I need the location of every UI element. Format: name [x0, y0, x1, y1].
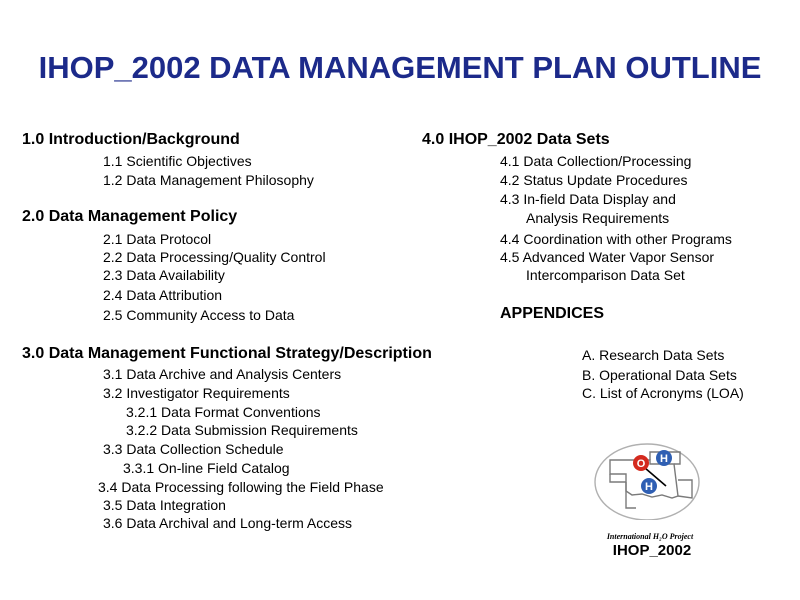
outline-item: 4.3 In-field Data Display and	[500, 191, 676, 207]
outline-item: 1.2 Data Management Philosophy	[103, 172, 314, 188]
section-heading-3: 3.0 Data Management Functional Strategy/Description	[22, 345, 432, 362]
outline-item: 4.4 Coordination with other Programs	[500, 231, 732, 247]
appendix-item: C. List of Acronyms (LOA)	[582, 385, 744, 401]
logo-name: IHOP_2002	[612, 542, 692, 559]
appendices-heading: APPENDICES	[500, 305, 605, 322]
outline-item: 4.2 Status Update Procedures	[500, 172, 688, 188]
outline-item: 3.2 Investigator Requirements	[103, 385, 290, 401]
outline-item: 4.5 Advanced Water Vapor Sensor	[500, 249, 715, 265]
section-heading-2: 2.0 Data Management Policy	[22, 208, 238, 225]
outline-subitem: 3.2.2 Data Submission Requirements	[126, 422, 358, 438]
outline-subitem: 3.3.1 On-line Field Catalog	[123, 460, 290, 476]
atom-letter-h: H	[660, 453, 668, 465]
section-heading-4: 4.0 IHOP_2002 Data Sets	[422, 131, 610, 148]
outline-subitem: 3.2.1 Data Format Conventions	[126, 404, 321, 420]
atom-letter-h: H	[645, 481, 653, 493]
outline-item: 2.3 Data Availability	[103, 267, 225, 283]
outline-item: 3.3 Data Collection Schedule	[103, 441, 284, 457]
outline-item-continuation: Intercomparison Data Set	[526, 267, 685, 283]
section-heading-1: 1.0 Introduction/Background	[22, 131, 240, 148]
ihop-logo	[592, 438, 702, 520]
outline-item: 4.1 Data Collection/Processing	[500, 153, 692, 169]
logo-caption: International H₂O Project	[606, 532, 694, 541]
outline-item: 3.6 Data Archival and Long-term Access	[103, 515, 353, 531]
outline-item: 2.4 Data Attribution	[103, 287, 223, 303]
outline-item: 2.1 Data Protocol	[103, 231, 212, 247]
appendix-item: B. Operational Data Sets	[582, 367, 737, 383]
outline-item: 1.1 Scientific Objectives	[103, 153, 252, 169]
outline-item: 3.4 Data Processing following the Field Phase	[98, 479, 384, 495]
outline-item-continuation: Analysis Requirements	[526, 210, 670, 226]
appendix-item: A. Research Data Sets	[582, 347, 725, 363]
outline-item: 3.5 Data Integration	[103, 497, 226, 513]
outline-item: 2.2 Data Processing/Quality Control	[103, 249, 326, 265]
page-title: IHOP_2002 DATA MANAGEMENT PLAN OUTLINE	[38, 50, 762, 85]
outline-item: 3.1 Data Archive and Analysis Centers	[103, 366, 342, 382]
outline-item: 2.5 Community Access to Data	[103, 307, 295, 323]
atom-letter-o: O	[636, 458, 646, 470]
